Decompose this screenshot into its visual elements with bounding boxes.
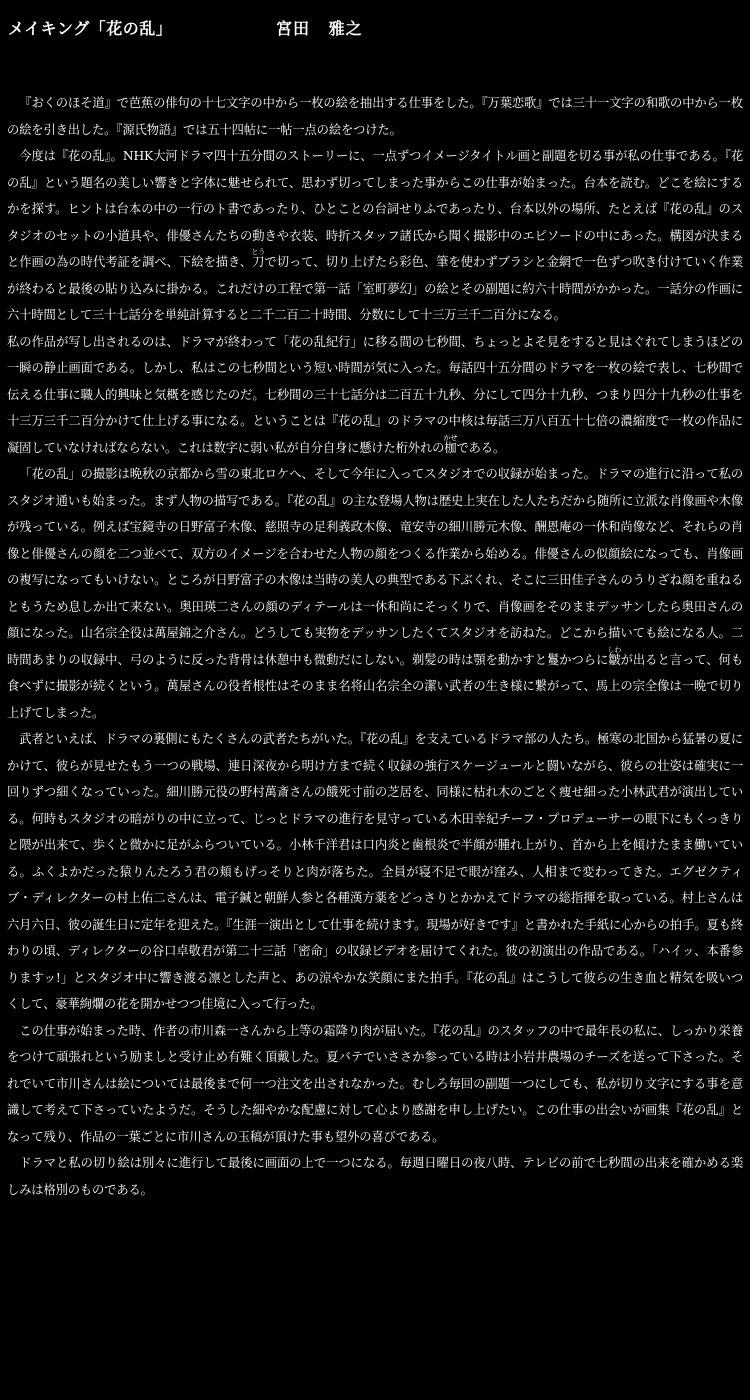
author-name [276, 16, 363, 39]
paragraph-7: ドラマと私の切り絵は別々に進行して最後に画面の上で一つになる。毎週日曜日の夜八時、テレビの前で七秒間の出来を確かめる楽しみは格別のものである。 [7, 1156, 743, 1197]
paragraph-3: 私の作品が写し出されるのは、ドラマが終わって「花の乱紀行」に移る間の七秒間、ちょっとよそ見をすると見はぐれてしまうほどの一瞬の静止画面である。しかし、私はこの七秒間という短い時間が気に入った。毎話四十五分間のドラマを一枚の絵で表し、七秒間で伝える仕事に職人的興味と気概を感じたのだ。七秒間の三十七話分は二百五十九秒、分にして四分十九秒、つまり四分十九秒の仕事を十三万三千二百分かけて仕上げる事になる。ということは『花の乱』のドラマの中核は毎話三万八百五十七倍の濃縮度で一枚の作品に凝固していなければならない。これは数字に弱い私が自分自身に懸けた桁外れの枷かせである。 [7, 334, 743, 455]
article-title: メイキング「花の乱」 [8, 19, 173, 38]
paragraph-4: 「花の乱」の撮影は晩秋の京都から雪の東北ロケへ、そして今年に入ってスタジオでの収録が始まった。ドラマの進行に沿って私のスタジオ通いも始まった。まず人物の描写である。『花の乱』の主な登場人物は歴史上実在した人たちだから随所に立派な肖像画や木像が残っている。例えば宝鏡寺の日野富子木像、慈照寺の足利義政木像、竜安寺の細川勝元木像、酬恩庵の一休和尚像など、それらの肖像と俳優さんの顔を二つ並べて、双方のイメージを合わせた人物の顔をつくる作業から始める。俳優さんの似顔絵になっても、肖像画の複写になってもいけない。ところが日野富子の木像は当時の美人の典型である下ぶくれ、そこに三田佳子さんのうりざね顔を重ねるともうため息しか出て来ない。奥田瑛二さんの顔のディテールは一休和尚にそっくりで、肖像画をそのままデッサンしたら奥田さんの顔になった。山名宗全役は萬屋錦之介さん。どうしても実物をデッサンしたくてスタジオを訪ねた。どこから描いても絵になる人。二時間あまりの収録中、弓のように反った背骨は休憩中も微動だにしない。剃髪の時は顎を動かすと鬘かつらに皺しわが出ると言って、何も食べずに撮影が続くという。萬屋さんの役者根性はそのまま名将山名宗全の潔い武者の生き様に繋がって、馬上の宗全像は一晩で切り上げてしまった。 [7, 467, 743, 720]
paragraph-2: 今度は『花の乱』。NHK大河ドラマ四十五分間のストーリーに、一点ずつイメージタイトル画と副題を切る事が私の仕事である。『花の乱』という題名の美しい響きと字体に魅せられて、思わず切ってしまった事からこの仕事が始まった。台本を読む。どこを絵にするかを探す。ヒントは台本の中の一行のト書であったり、ひとことの台詞せりふであったり、台本以外の場所、たとえば『花の乱』のスタジオのセットの小道具や、俳優さんたちの動きや衣装、時折スタッフ諸氏から聞く撮影中のエピソードの中にあった。構図が決まると作画の為の時代考証を調べ、下絵を描き、刀とうで切って、切り上げたら彩色、筆を使わずブラシと金網で一色ずつ吹き付けていく作業が終わると最後の貼り込みに掛かる。これだけの工程で第一話「室町夢幻」の絵とその副題に約六十時間がかかった。一話分の作画に六十時間として三十七話分を単純計算すると二千二百二十時間、分数にして十三万三千二百分になる。 [7, 149, 743, 322]
author-given-name: 雅之 [328, 19, 363, 38]
paragraph-6: この仕事が始まった時、作者の市川森一さんから上等の霜降り肉が届いた。『花の乱』のスタッフの中で最年長の私に、しっかり栄養をつけて頑張れという励ましと受け止め有難く頂戴した。夏バテでいささか参っている時は小岩井農場のチーズを送って下さった。それでいて市川さんは絵については最後まで何一つ注文を出されなかった。むしろ毎回の副題一つにしても、私が切り文字にする事を意識して考えて下さっていたようだ。そうした細やかな配慮に対して心より感謝を申し上げたい。この仕事の出会いが画集『花の乱』となって残り、作品の一葉ごとに市川さんの玉稿が頂けた事も望外の喜びである。 [7, 1023, 743, 1144]
paragraph-1: 『おくのほそ道』で芭蕉の俳句の十七文字の中から一枚の絵を抽出する仕事をした。『万葉恋歌』では三十一文字の和歌の中から一枚の絵を引き出した。『源氏物語』では五十四帖に一帖一点の絵をつけた。 [7, 96, 743, 137]
header [0, 14, 750, 48]
article-body [0, 90, 743, 1203]
author-family-name: 宮田 [276, 19, 311, 38]
paragraph-5: 武者といえば、ドラマの裏側にもたくさんの武者たちがいた。『花の乱』を支えているドラマ部の人たち。極寒の北国から猛暑の夏にかけて、彼らが見せたもう一つの戦場、連日深夜から明け方まで続く収録の強行スケージュールと闘いながら、彼らの壮姿は確実に一回りずつ細くなっていった。細川勝元役の野村萬斎さんの餓死寸前の芝居を、同様に枯れ木のごとく痩せ細った小林武君が演出している。何時もスタジオの暗がりの中に立って、じっとドラマの進行を見守っている木田幸紀チーフ・プロデューサーの眼下にもくっきりと隈が出来て、歩くと微かに足がふらついている。小林千洋君は口内炎と歯根炎で半顔が腫れ上がり、首から上を傾けたまま働いている。ふくよかだった猿りんたろう君の頬もげっそりと肉が落ちた。全員が寝不足で眼が窪み、人相まで変わってきた。エグゼクティブ・ディレクターの村上佑二さんは、電子鍼と朝鮮人参と各種漢方薬をどっさりとかかえてドラマの総指揮を取っている。村上さんは六月六日、彼の誕生日に定年を迎えた。『生涯一演出として仕事を続けます。現場が好きです』と書かれた手紙に心からの拍手。夏も終わりの頃、ディレクターの谷口卓敬君が第二十三話「密命」の収録ビデオを届けてくれた。彼の初演出の作品である。「ハイッ、本番参りますッ!」とスタジオ中に響き渡る凛とした声と、あの涼やかな笑顔にまた拍手。『花の乱』はこうして彼らの生き血と精気を吸いつくして、豪華絢爛の花を開かせつつ佳境に入って行った。 [7, 732, 743, 1011]
